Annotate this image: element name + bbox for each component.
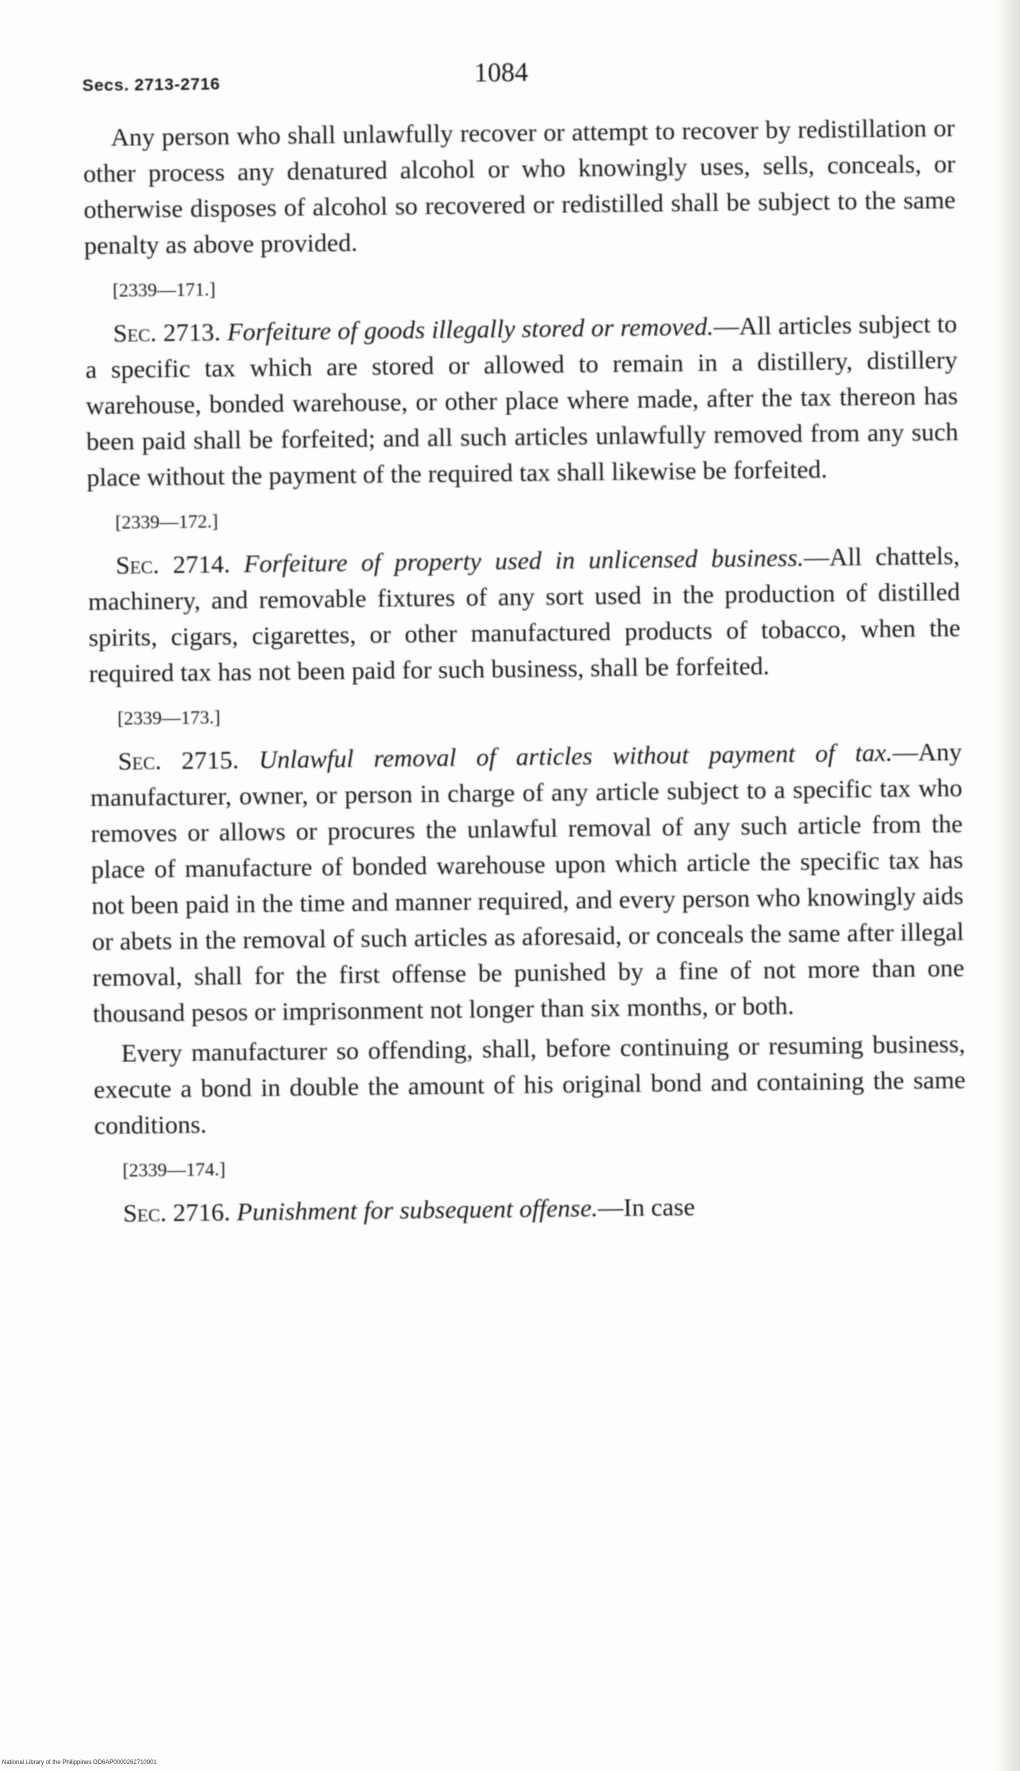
citation-174: [2339—174.] [122, 1159, 226, 1182]
section-title: Forfeiture of property used in unlicensed business. [243, 542, 804, 579]
text-block [82, 52, 967, 1232]
section-label: Sec. 2713. [112, 317, 221, 348]
section-text: —All articles subject to a specific tax which are stored or allowed to remain in a distillery, distillery warehouse, bonded warehouse, or other place where made, after the tax thereon has been paid shall be forfeited; and all such articles unlawfully removed from any such place without the payment of the required tax shall likewise be forfeited. [85, 309, 959, 492]
section-title: Unlawful removal of articles without payment of tax. [258, 737, 893, 775]
section-title: Forfeiture of goods illegally stored or removed. [227, 311, 714, 347]
page-edge-shadow [994, 0, 1020, 1771]
section-text: —In case [597, 1192, 696, 1223]
scan-footer: National Library of the Philippines OD6AP0000262710901 [2, 1760, 157, 1766]
section-2713 [85, 306, 959, 496]
section-label: Sec. 2715. [117, 745, 239, 776]
citation-173: [2339—173.] [117, 707, 221, 730]
section-2715 [90, 734, 965, 1032]
paragraph-redistillation: Any person who shall unlawfully recover or attempt to recover by redistillation or other process any denatured alcohol or who knowingly uses, sells, conceals, or otherwise disposes of alcohol so recovered or redistilled shall be subject to the same penalty as above provided. [83, 113, 956, 260]
section-title: Punishment for subsequent offense. [236, 1193, 599, 1227]
section-2716 [95, 1186, 967, 1232]
page-number: 1084 [473, 56, 529, 88]
running-head: Secs. 2713-2716 [82, 74, 221, 95]
section-2714 [88, 538, 962, 692]
section-text: —Any manufacturer, owner, or person in charge of any article subject to a specific tax who removes or allows or procures the unlawful removal of any such article from the place of manufacture of bonded warehouse upon which article the specific tax has not been paid in the time and manner required, and every person who knowingly aids or abets in the removal of such articles as aforesaid, or conceals the same after illegal removal, shall for the first offense be punished by a fine of not more than one thousand pesos or imprisonment not longer than six months, or both. [90, 737, 965, 1028]
section-text: —All chattels, machinery, and removable fixtures of any sort used in the production of distilled spirits, cigars, cigarettes, or other manufactured products of tobacco, when the required tax has not been paid for such business, shall be forfeited. [87, 541, 961, 688]
page-header [82, 52, 955, 120]
citation-171: [2339—171.] [112, 279, 216, 302]
section-label: Sec. 2716. [122, 1197, 231, 1228]
paragraph-bond: Every manufacturer so offending, shall, before continuing or resuming business, execute a bond in double the amount of his original bond and containing the same conditions. [93, 1029, 966, 1140]
section-label: Sec. 2714. [115, 549, 231, 580]
citation-172: [2339—172.] [115, 511, 219, 534]
